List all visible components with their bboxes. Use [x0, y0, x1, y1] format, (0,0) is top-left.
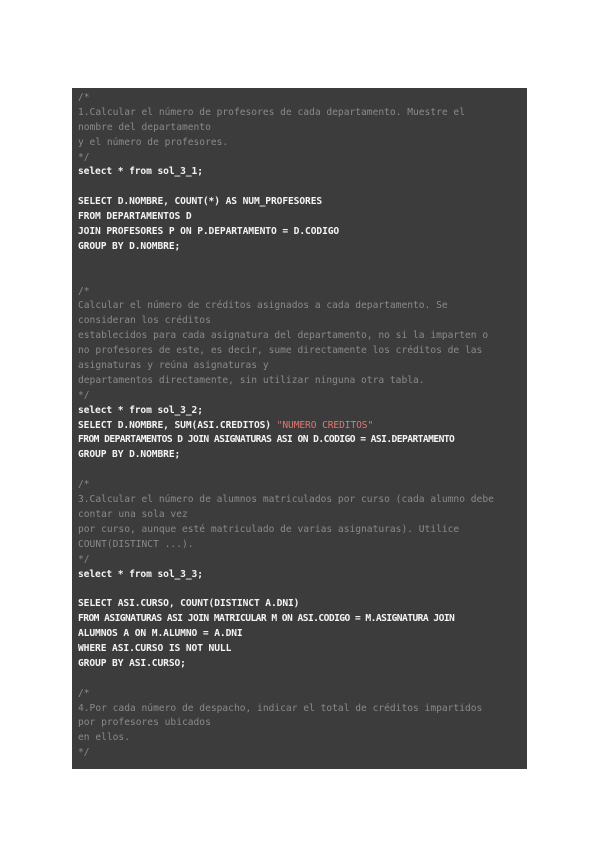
- comment-line: Calcular el número de créditos asignados a cada departamento. Se: [78, 300, 448, 312]
- sql-line: FROM DEPARTAMENTOS D: [78, 211, 192, 223]
- comment-line: 1.Calcular el número de profesores de cada departamento. Muestre el: [78, 106, 465, 118]
- comment-line: */: [78, 747, 90, 759]
- code-lines: [78, 91, 521, 761]
- sql-line: SELECT ASI.CURSO, COUNT(DISTINCT A.DNI): [78, 598, 300, 610]
- comment-line: asignaturas y reúna asignaturas y: [78, 360, 269, 372]
- blank-line: [78, 463, 521, 478]
- comment-line: */: [78, 389, 90, 401]
- sql-line: GROUP BY D.NOMBRE;: [78, 449, 181, 461]
- comment-line: 3.Calcular el número de alumnos matriculados por curso (cada alumno debe: [78, 494, 494, 506]
- comment-line: nombre del departamento: [78, 121, 211, 133]
- comment-line: /*: [78, 92, 90, 103]
- comment-line: */: [78, 151, 90, 163]
- comment-line: departamentos directamente, sin utilizar ninguna otra tabla.: [78, 374, 425, 386]
- comment-line: /*: [78, 479, 90, 491]
- comment-line: establecidos para cada asignatura del departamento, no si la imparten o: [78, 330, 489, 342]
- comment-line: /*: [78, 285, 90, 297]
- comment-line: 4.Por cada número de despacho, indicar el total de créditos impartidos: [78, 702, 483, 714]
- sql-string-literal: "NUMERO CREDITOS": [276, 419, 374, 431]
- sql-code-panel: [72, 88, 527, 769]
- blank-line: [78, 270, 521, 285]
- sql-line: GROUP BY ASI.CURSO;: [78, 657, 186, 669]
- sql-line: FROM ASIGNATURAS ASI JOIN MATRICULAR M ON ASI.CODIGO = M.ASIGNATURA JOIN: [78, 613, 455, 625]
- sql-line: ALUMNOS A ON M.ALUMNO = A.DNI: [78, 628, 243, 640]
- sql-line: FROM DEPARTAMENTOS D JOIN ASIGNATURAS ASI ON D.CODIGO = ASI.DEPARTAMENTO: [78, 434, 455, 446]
- sql-line: WHERE ASI.CURSO IS NOT NULL: [78, 642, 232, 654]
- sql-line: [78, 419, 521, 434]
- sql-text: SELECT D.NOMBRE, SUM(ASI.CREDITOS): [78, 419, 277, 431]
- comment-line: contar una sola vez: [78, 508, 188, 520]
- comment-line: por curso, aunque esté matriculado de varias asignaturas). Utilice: [78, 523, 460, 535]
- sql-line: select * from sol_3_3;: [78, 568, 203, 580]
- sql-line: select * from sol_3_1;: [78, 166, 203, 178]
- blank-line: [78, 180, 521, 195]
- sql-line: GROUP BY D.NOMBRE;: [78, 240, 181, 252]
- blank-line: [78, 582, 521, 597]
- sql-line: select * from sol_3_2;: [78, 404, 203, 416]
- comment-line: /*: [78, 687, 90, 699]
- comment-line: y el número de profesores.: [78, 136, 229, 148]
- blank-line: [78, 672, 521, 687]
- sql-line: SELECT D.NOMBRE, COUNT(*) AS NUM_PROFESORES: [78, 196, 323, 208]
- comment-line: no profesores de este, es decir, sume directamente los créditos de las: [78, 345, 483, 357]
- comment-line: consideran los créditos: [78, 315, 211, 327]
- sql-line: JOIN PROFESORES P ON P.DEPARTAMENTO = D.CODIGO: [78, 226, 340, 238]
- comment-line: en ellos.: [78, 732, 130, 744]
- comment-line: */: [78, 553, 90, 565]
- comment-line: por profesores ubicados: [78, 717, 211, 729]
- blank-line: [78, 255, 521, 270]
- comment-line: COUNT(DISTINCT ...).: [78, 538, 194, 550]
